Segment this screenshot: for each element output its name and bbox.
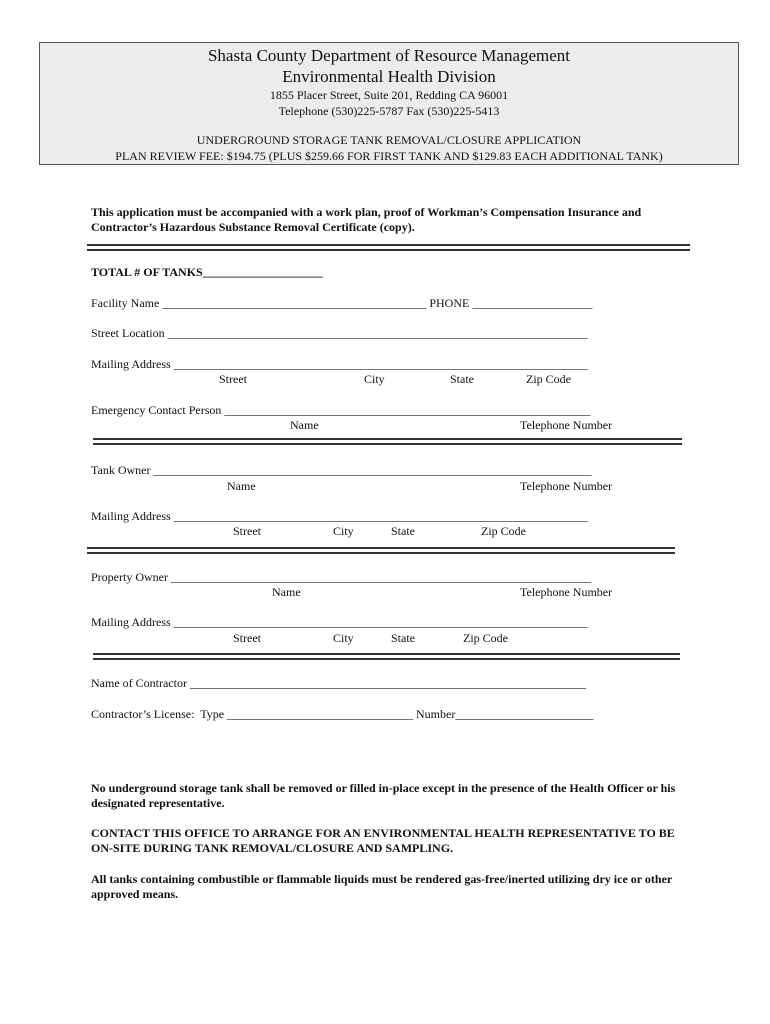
- contractor-name-field[interactable]: Name of Contractor __________________________________________________________________: [91, 676, 586, 690]
- city-caption: City: [333, 524, 354, 538]
- street-caption: Street: [233, 631, 261, 645]
- agency-phone: Telephone (530)225-5787 Fax (530)225-5413: [278, 104, 500, 118]
- total-tanks-field[interactable]: TOTAL # OF TANKS____________________: [91, 265, 323, 279]
- zip-caption: Zip Code: [463, 631, 508, 645]
- name-caption: Name: [227, 479, 256, 493]
- state-caption: State: [391, 631, 415, 645]
- telephone-caption: Telephone Number: [520, 418, 613, 432]
- mailing-address-field[interactable]: Mailing Address _____________________________________________________________________: [91, 509, 588, 523]
- tank-owner-field[interactable]: Tank Owner _________________________________________________________________________: [91, 463, 592, 477]
- name-caption: Name: [272, 585, 301, 599]
- street-caption: Street: [219, 372, 247, 386]
- city-caption: City: [364, 372, 385, 386]
- plan-review-fee: PLAN REVIEW FEE: $194.75 (PLUS $259.66 FOR FIRST TANK AND $129.83 EACH ADDITIONAL TANK): [115, 149, 663, 163]
- contractor-license-field[interactable]: Contractor’s License: Type _______________________________ Number_______________________: [91, 707, 594, 721]
- separator: [93, 653, 680, 660]
- separator: [87, 244, 690, 251]
- intro-requirements: This application must be accompanied with a work plan, proof of Workman’s Compensation Insurance and Contractor’s Hazardous Substance Removal Certificate (copy).: [91, 205, 642, 234]
- street-location-field[interactable]: Street Location ______________________________________________________________________: [91, 326, 588, 340]
- gas-free-notice: All tanks containing combustible or flammable liquids must be rendered gas-free/inerted utilizing dry ice or other approved means.: [91, 872, 672, 901]
- zip-caption: Zip Code: [481, 524, 526, 538]
- mailing-address-field[interactable]: Mailing Address _____________________________________________________________________: [91, 615, 588, 629]
- form-name: UNDERGROUND STORAGE TANK REMOVAL/CLOSURE APPLICATION: [196, 133, 582, 147]
- division-title: Environmental Health Division: [282, 67, 496, 86]
- city-caption: City: [333, 631, 354, 645]
- telephone-caption: Telephone Number: [520, 585, 613, 599]
- state-caption: State: [391, 524, 415, 538]
- agency-title: Shasta County Department of Resource Management: [207, 46, 571, 65]
- separator: [93, 438, 682, 445]
- name-caption: Name: [290, 418, 319, 432]
- contact-office-notice: CONTACT THIS OFFICE TO ARRANGE FOR AN ENVIRONMENTAL HEALTH REPRESENTATIVE TO BE ON-SITE DURING TANK REMOVAL/CLOSURE AND SAMPLING.: [91, 826, 675, 855]
- zip-caption: Zip Code: [526, 372, 571, 386]
- state-caption: State: [450, 372, 474, 386]
- street-caption: Street: [233, 524, 261, 538]
- separator: [87, 547, 675, 554]
- emergency-contact-field[interactable]: Emergency Contact Person _____________________________________________________________: [91, 403, 591, 417]
- facility-name-field[interactable]: Facility Name ____________________________________________ PHONE ____________________: [91, 296, 593, 310]
- property-owner-field[interactable]: Property Owner ______________________________________________________________________: [91, 570, 591, 584]
- removal-notice: No underground storage tank shall be removed or filled in-place except in the presence of the Health Officer or his designated representative.: [91, 781, 676, 810]
- agency-address: 1855 Placer Street, Suite 201, Redding CA 96001: [269, 88, 509, 102]
- mailing-address-field[interactable]: Mailing Address _____________________________________________________________________: [91, 357, 588, 371]
- telephone-caption: Telephone Number: [520, 479, 613, 493]
- form-header: [39, 42, 739, 165]
